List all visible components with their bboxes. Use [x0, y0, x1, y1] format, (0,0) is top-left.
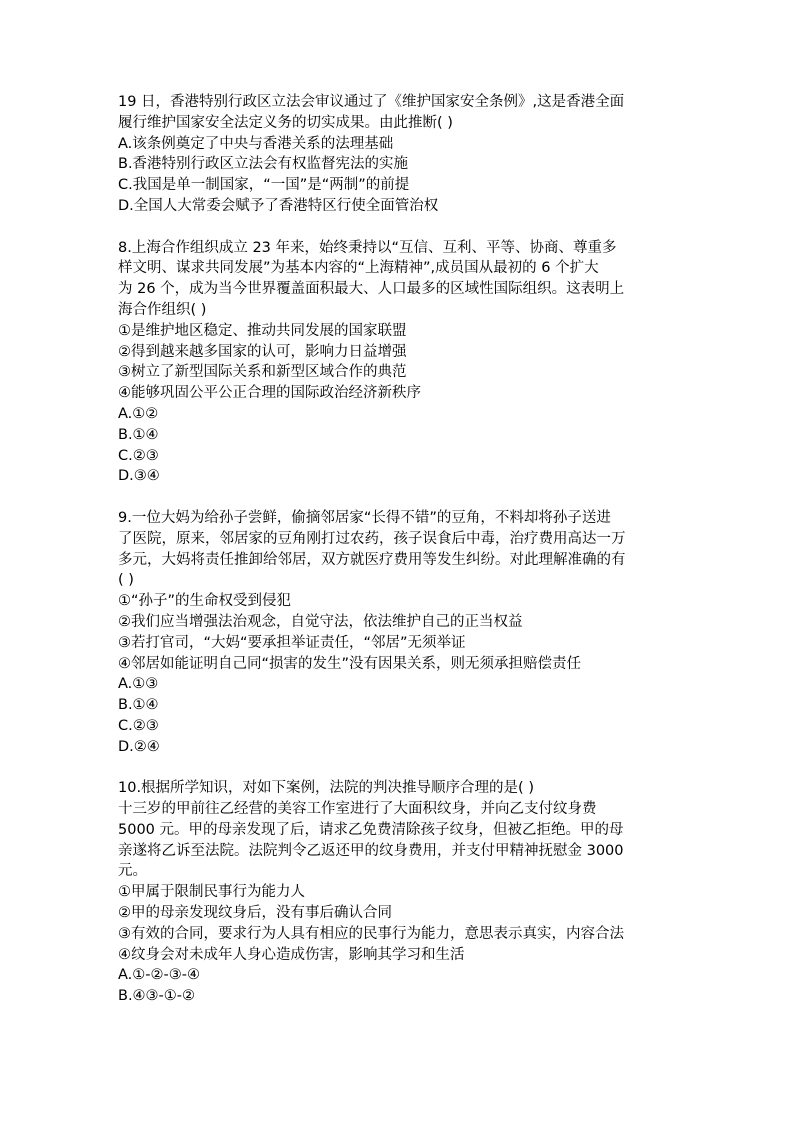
- question-8-stem-line-4: 海合作组织( ): [118, 301, 207, 318]
- document-content: [118, 92, 678, 1007]
- question-7-stem-line-1: 19 日，香港特别行政区立法会审议通过了《维护国家安全条例》,这是香港全面: [118, 94, 625, 110]
- question-8-stem-line-2: 样文明、谋求共同发展”为基本内容的“上海精神”,成员国从最初的 6 个扩大: [118, 260, 599, 277]
- question-9-statement-2: ②我们应当增强法治观念，自觉守法，依法维护自己的正当权益: [118, 613, 523, 630]
- question-10-stem-line-2: 十三岁的甲前往乙经营的美容工作室进行了大面积纹身，并向乙支付纹身费: [118, 801, 597, 818]
- question-10: [118, 778, 678, 1007]
- question-10-statement-3: ③有效的合同，要求行为人具有相应的民事行为能力，意思表示真实，内容合法: [118, 925, 624, 942]
- question-10-stem-line-3: 5000 元。甲的母亲发现了后，请求乙免费清除孩子纹身，但被乙拒绝。甲的母: [118, 821, 624, 838]
- question-9-statement-4: ④邻居如能证明自己同“损害的发生”没有因果关系，则无须承担赔偿责任: [118, 655, 582, 672]
- question-9-stem-line-1: 9.一位大妈为给孙子尝鲜，偷摘邻居家“长得不错”的豆角，不料却将孙子送进: [118, 509, 611, 526]
- question-10-statement-2: ②甲的母亲发现纹身后，没有事后确认合同: [118, 905, 392, 922]
- question-8: [118, 238, 678, 488]
- question-9-option-a: A.①③: [118, 676, 159, 693]
- question-10-statement-1: ①甲属于限制民事行为能力人: [118, 884, 305, 901]
- question-7-option-c: C.我国是单一制国家，“一国”是“两制”的前提: [118, 177, 410, 194]
- question-9-stem-line-3: 多元，大妈将责任推卸给邻居，双方就医疗费用等发生纠纷。对此理解准确的有: [118, 551, 626, 568]
- question-8-stem-line-1: 8.上海合作组织成立 23 年来，始终秉持以“互信、互利、平等、协商、尊重多: [118, 239, 617, 256]
- question-8-option-b: B.①④: [118, 426, 159, 443]
- question-8-stem-line-3: 为 26 个，成为当今世界覆盖面积最大、人口最多的区域性国际组织。这表明上: [118, 281, 625, 298]
- question-9-option-c: C.②③: [118, 717, 159, 734]
- question-7-option-d: D.全国人大常委会赋予了香港特区行使全面管治权: [118, 197, 439, 214]
- spacer: [118, 487, 678, 508]
- question-9: [118, 508, 678, 758]
- question-8-statement-1: ①是维护地区稳定、推动共同发展的国家联盟: [118, 322, 407, 339]
- question-7: [118, 92, 678, 217]
- question-8-statement-3: ③树立了新型国际关系和新型区域合作的典范: [118, 364, 407, 381]
- question-10-option-a: A.①-②-③-④: [118, 967, 200, 984]
- question-10-option-b: B.④③-①-②: [118, 988, 196, 1005]
- question-8-option-a: A.①②: [118, 405, 159, 422]
- question-10-stem-line-5: 元。: [118, 863, 147, 880]
- question-9-option-b: B.①④: [118, 697, 159, 714]
- spacer: [118, 758, 678, 779]
- question-8-statement-4: ④能够巩固公平公正合理的国际政治经济新秩序: [118, 385, 421, 402]
- question-9-statement-1: ①“孙子”的生命权受到侵犯: [118, 593, 292, 610]
- question-9-statement-3: ③若打官司，“大妈“要承担举证责任，“邻居”无须举证: [118, 634, 466, 651]
- question-9-option-d: D.②④: [118, 738, 160, 755]
- question-9-stem-line-4: ( ): [118, 572, 134, 589]
- question-8-option-c: C.②③: [118, 447, 159, 464]
- question-10-stem-line-4: 亲遂将乙诉至法院。法院判令乙返还甲的纹身费用，并支付甲精神抚慰金 3000: [118, 842, 624, 859]
- spacer: [118, 217, 678, 238]
- question-10-statement-4: ④纹身会对未成年人身心造成伤害，影响其学习和生活: [118, 946, 465, 963]
- question-9-stem-line-2: 了医院，原来，邻居家的豆角刚打过农药，孩子误食后中毒，治疗费用高达一万: [118, 530, 626, 547]
- question-7-option-b: B.香港特别行政区立法会有权监督宪法的实施: [118, 156, 409, 173]
- question-7-option-a: A.该条例奠定了中央与香港关系的法理基础: [118, 135, 394, 152]
- question-10-stem-line-1: 10.根据所学知识，对如下案例，法院的判决推导顺序合理的是( ): [118, 780, 534, 797]
- question-7-stem-line-2: 履行维护国家安全法定义务的切实成果。由此推断( ): [118, 114, 453, 131]
- question-8-option-d: D.③④: [118, 468, 160, 485]
- question-8-statement-2: ②得到越来越多国家的认可，影响力日益增强: [118, 343, 407, 360]
